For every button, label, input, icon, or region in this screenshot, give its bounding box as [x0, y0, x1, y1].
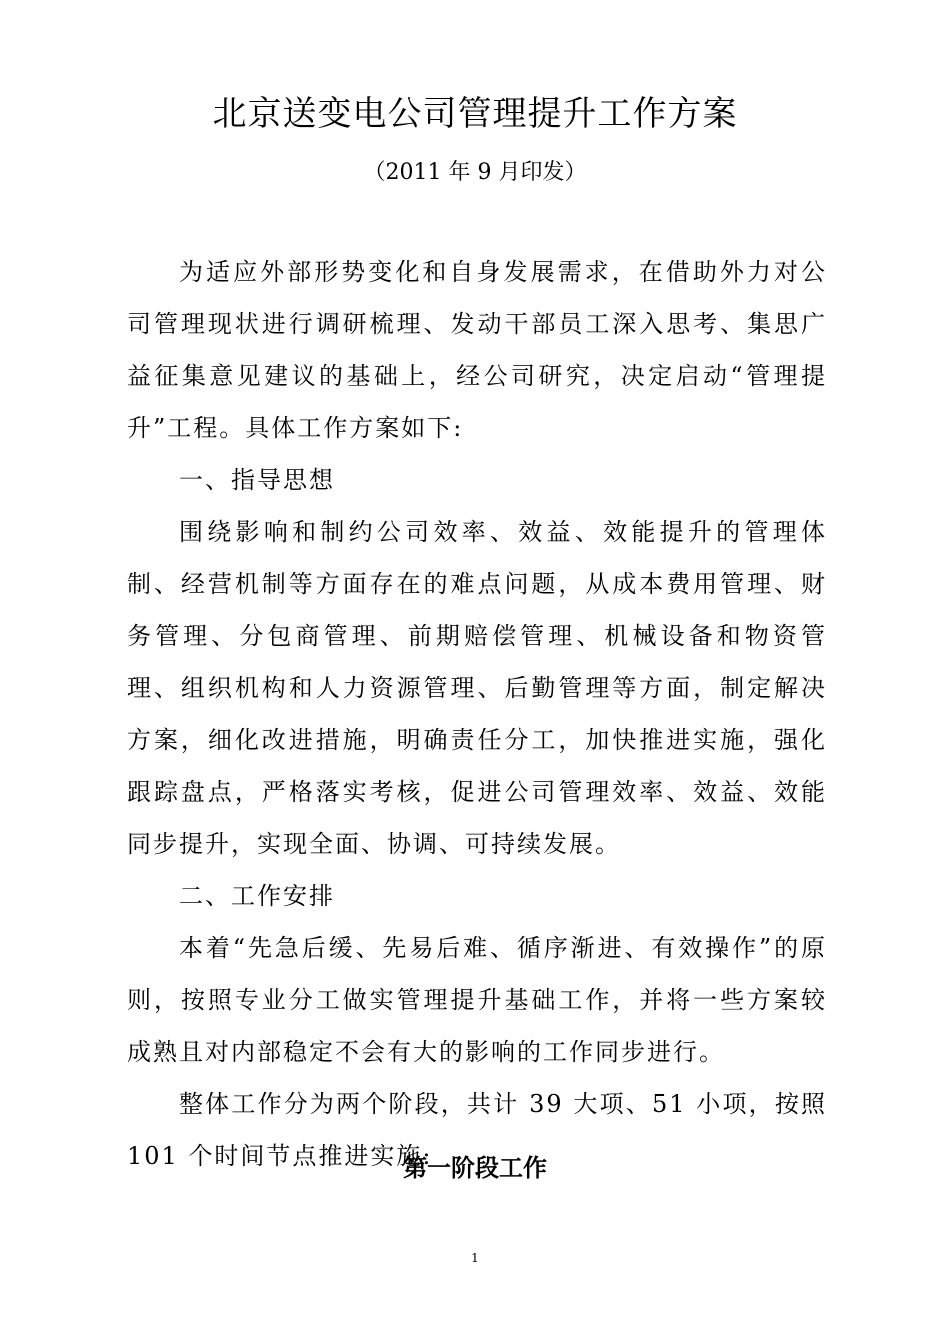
document-body: [127, 246, 827, 1182]
section-heading-guiding-ideology: 一、指导思想: [179, 466, 335, 494]
document-subtitle: （2011 年 9 月印发）: [363, 160, 587, 185]
principle-paragraph: 本着“先急后缓、先易后难、循序渐进、有效操作”的原则，按照专业分工做实管理提升基础工作，并将一些方案较成熟且对内部稳定不会有大的影响的工作同步进行。: [127, 934, 827, 1066]
section-heading-work-arrangement: 二、工作安排: [179, 882, 335, 910]
phases-paragraph: 整体工作分为两个阶段，共计 39 大项、51 小项，按照 101 个时间节点推进实施:: [127, 1090, 827, 1170]
document-title: 北京送变电公司管理提升工作方案: [212, 94, 738, 134]
page-number: 1: [471, 1251, 479, 1265]
intro-paragraph: 为适应外部形势变化和自身发展需求，在借助外力对公司管理现状进行调研梳理、发动干部员工深入思考、集思广益征集意见建议的基础上，经公司研究，决定启动“管理提升”工程。具体工作方案如下:: [127, 258, 827, 442]
guiding-ideology-paragraph: 围绕影响和制约公司效率、效益、效能提升的管理体制、经营机制等方面存在的难点问题，从成本费用管理、财务管理、分包商管理、前期赔偿管理、机械设备和物资管理、组织机构和人力资源管理、后勤管理等方面，制定解决方案，细化改进措施，明确责任分工，加快推进实施，强化跟踪盘点，严格落实考核，促进公司管理效率、效益、效能同步提升，实现全面、协调、可持续发展。: [127, 518, 827, 858]
phase-one-heading: 第一阶段工作: [403, 1154, 547, 1182]
